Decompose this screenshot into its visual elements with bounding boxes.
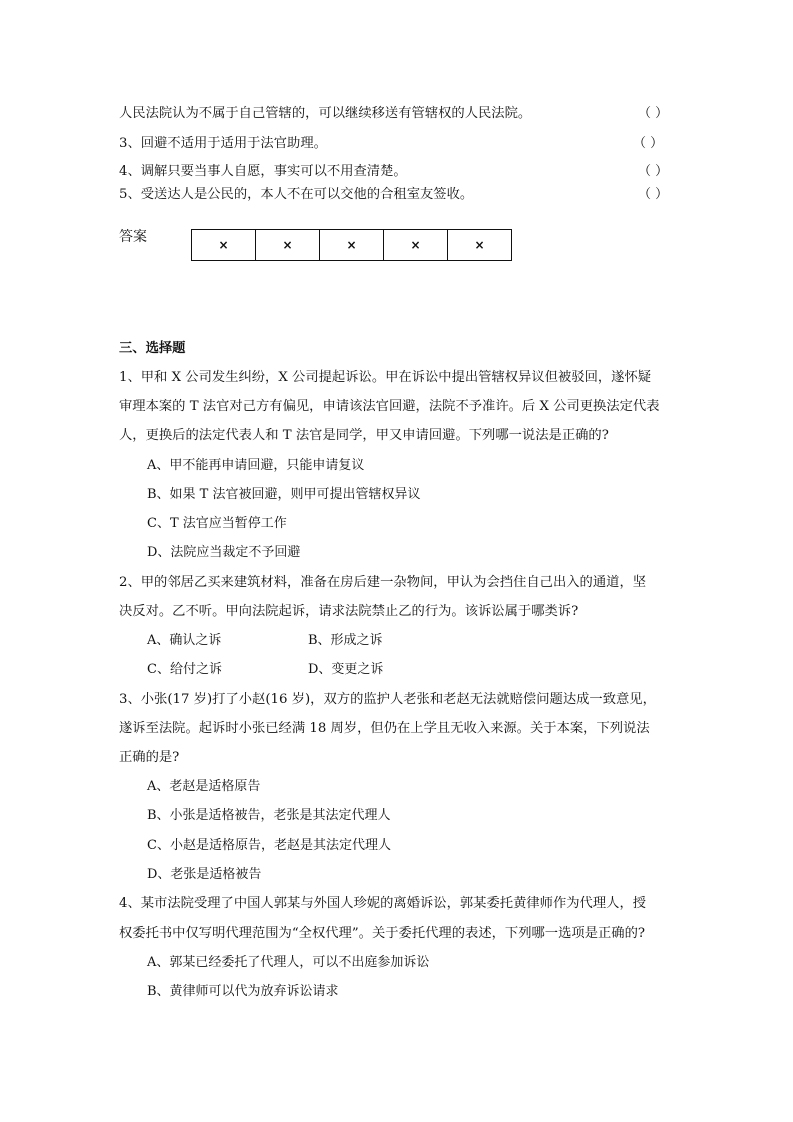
answer-cell-3: × — [320, 230, 384, 261]
answer-table — [191, 229, 512, 261]
q1-line-2: 审理本案的 T 法官对己方有偏见，申请该法官回避，法院不予准许。后 X 公司更换法定代表 — [119, 399, 660, 414]
q1-option-b: B、如果 T 法官被回避，则甲可提出管辖权异议 — [147, 487, 421, 502]
answer-cell-5: × — [448, 230, 512, 261]
q3-option-a: A、老赵是适格原告 — [147, 779, 261, 794]
q4-option-b: B、黄律师可以代为放弃诉讼请求 — [147, 984, 339, 999]
q4-line-2: 权委托书中仅写明代理范围为“全权代理”。关于委托代理的表述，下列哪一选项是正确的? — [119, 926, 646, 941]
tf-item-5-text: 5、受送达人是公民的，本人不在可以交他的合租室友签收。 — [119, 187, 474, 202]
q1-option-c: C、T 法官应当暂停工作 — [147, 516, 287, 531]
q2-line-1: 2、甲的邻居乙买来建筑材料，准备在房后建一杂物间，甲认为会挡住自己出入的通道，坚 — [119, 575, 647, 590]
tf-item-3-text: 3、回避不适用于适用于法官助理。 — [119, 136, 327, 151]
q3-option-c: C、小赵是适格原告，老赵是其法定代理人 — [147, 838, 391, 853]
tf-item-5-bracket: （ ） — [638, 187, 669, 202]
q2-option-b: B、形成之诉 — [308, 633, 383, 648]
tf-item-4-bracket: （ ） — [638, 164, 669, 179]
answer-label: 答案 — [119, 229, 147, 245]
q3-line-2: 遂诉至法院。起诉时小张已经满 18 周岁，但仍在上学且无收入来源。关于本案，下列说法 — [119, 721, 650, 736]
section-heading: 三、选择题 — [119, 341, 186, 356]
tf-item-3-bracket: （ ） — [633, 136, 664, 151]
q1-line-1: 1、甲和 X 公司发生纠纷，X 公司提起诉讼。甲在诉讼中提出管辖权异议但被驳回，遂怀疑 — [119, 370, 652, 385]
answer-row — [192, 230, 512, 261]
q4-line-1: 4、某市法院受理了中国人郭某与外国人珍妮的离婚诉讼，郭某委托黄律师作为代理人，授 — [119, 896, 647, 911]
q2-option-a: A、确认之诉 — [147, 633, 222, 648]
answer-cell-2: × — [256, 230, 320, 261]
tf-item-2-bracket: （ ） — [638, 106, 669, 121]
q3-option-d: D、老张是适格被告 — [147, 867, 262, 882]
q2-line-2: 决反对。乙不听。甲向法院起诉，请求法院禁止乙的行为。该诉讼属于哪类诉? — [119, 604, 579, 619]
answer-cell-1: × — [192, 230, 256, 261]
q3-line-3: 正确的是? — [119, 750, 180, 765]
q3-option-b: B、小张是适格被告，老张是其法定代理人 — [147, 808, 391, 823]
q1-line-3: 人，更换后的法定代表人和 T 法官是同学，甲又申请回避。下列哪一说法是正确的? — [119, 428, 609, 443]
q1-option-d: D、法院应当裁定不予回避 — [147, 545, 301, 560]
tf-item-4-text: 4、调解只要当事人自愿，事实可以不用查清楚。 — [119, 164, 407, 179]
q2-option-c: C、给付之诉 — [147, 662, 222, 677]
answer-cell-4: × — [384, 230, 448, 261]
q1-option-a: A、甲不能再申请回避，只能申请复议 — [147, 458, 365, 473]
q3-line-1: 3、小张(17 岁)打了小赵(16 岁)，双方的监护人老张和老赵无法就赔偿问题达成一致意见， — [119, 692, 656, 707]
q4-option-a: A、郭某已经委托了代理人，可以不出庭参加诉讼 — [147, 955, 430, 970]
tf-item-2-text: 人民法院认为不属于自己管辖的，可以继续移送有管辖权的人民法院。 — [119, 106, 532, 121]
q2-option-d: D、变更之诉 — [308, 662, 384, 677]
